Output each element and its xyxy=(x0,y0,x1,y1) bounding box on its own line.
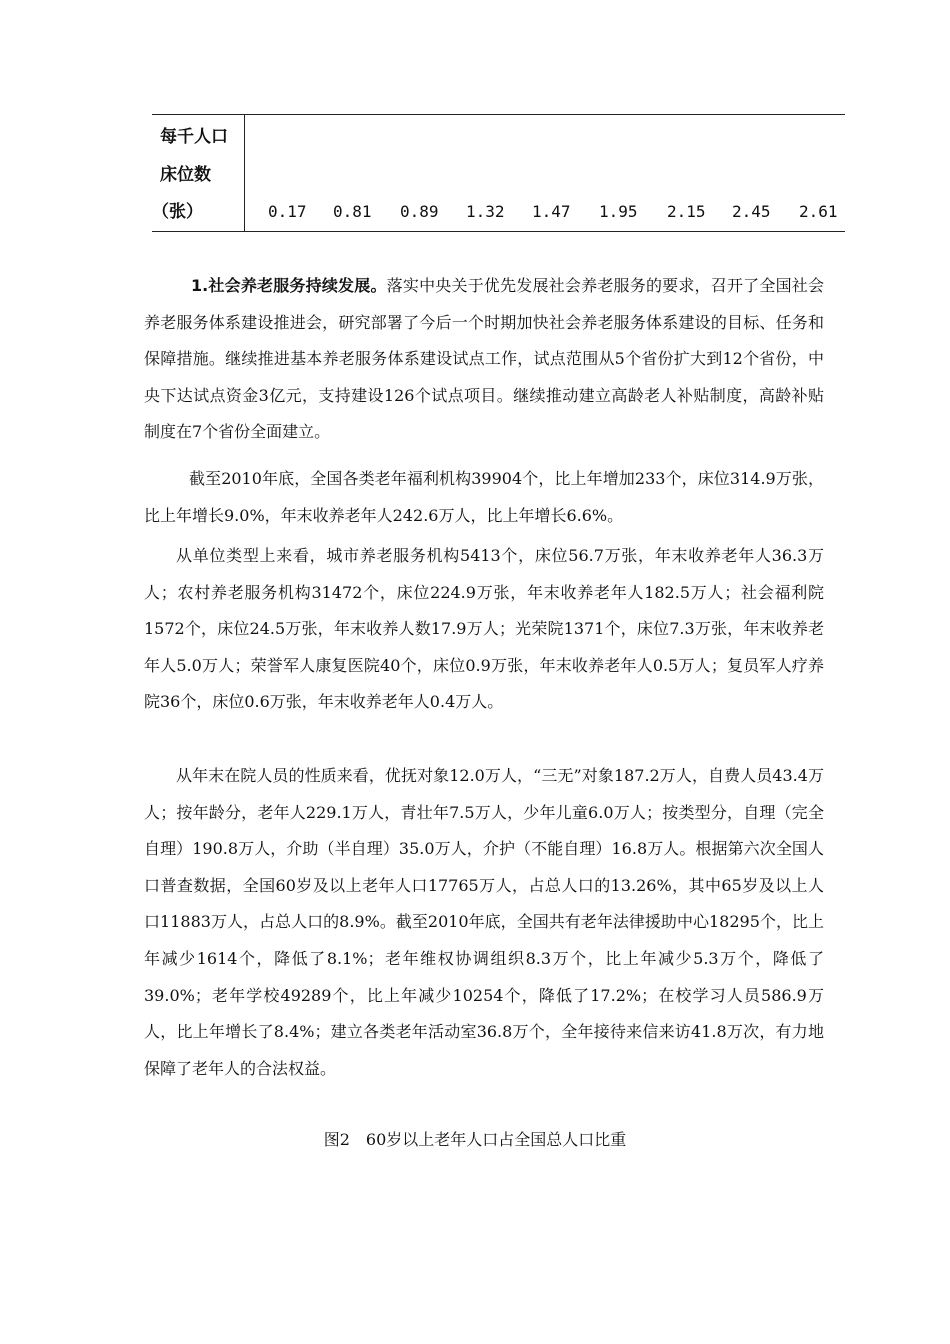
table-cell: 2.15 xyxy=(667,202,706,221)
row-header-line: 床位数 xyxy=(160,165,211,185)
paragraph-social-elderly-services xyxy=(144,268,824,451)
table-cell: 1.47 xyxy=(532,202,571,221)
paragraph-unit-types: 从单位类型上来看，城市养老服务机构5413个，床位56.7万张，年末收养老年人36.3万人；农村养老服务机构31472个，床位224.9万张，年末收养老年人182.5万人；社会福利院1572个，床位24.5万张，年末收养人数17.9万人；光荣院1371个，床位7.3万张，年末收养老年人5.0万人；荣誉军人康复医院40个，床位0.9万张，年末收养老年人0.5万人；复员军人疗养院36个，床位0.6万张，年末收养老年人0.4万人。 xyxy=(144,546,824,712)
table-cell: 0.89 xyxy=(400,202,439,221)
figure-caption: 图2 60岁以上老年人口占全国总人口比重 xyxy=(323,1130,627,1149)
paragraph-body: 落实中央关于优先发展社会养老服务的要求，召开了全国社会养老服务体系建设推进会，研究部署了今后一个时期加快社会养老服务体系建设的目标、任务和保障措施。继续推进基本养老服务体系建设试点工作，试点范围从5个省份扩大到12个省份，中央下达试点资金3亿元，支持建设126个试点项目。继续推动建立高龄老人补贴制度，高龄补贴制度在7个省份全面建立。 xyxy=(144,276,824,442)
table-cell: 2.45 xyxy=(732,202,771,221)
table-cell: 1.32 xyxy=(466,202,505,221)
paragraph-welfare-institutions: 截至2010年底，全国各类老年福利机构39904个，比上年增加233个，床位314.9万张，比上年增长9.0%，年末收养老年人242.6万人，比上年增长6.6%。 xyxy=(144,469,824,525)
section-heading: 1.社会养老服务持续发展。 xyxy=(191,276,387,295)
row-header-line: 每千人口 xyxy=(160,127,228,147)
beds-per-thousand-table xyxy=(152,114,845,232)
row-header-line: （张） xyxy=(152,202,203,222)
paragraph-resident-composition: 从年末在院人员的性质来看，优抚对象12.0万人，“三无”对象187.2万人，自费人员43.4万人；按年龄分，老年人229.1万人，青壮年7.5万人，少年儿童6.0万人；按类型分，自理（完全自理）190.8万人，介助（半自理）35.0万人，介护（不能自理）16.8万人。根据第六次全国人口普查数据，全国60岁及以上老年人口17765万人，占总人口的13.26%，其中65岁及以上人口11883万人，占总人口的8.9%。截至2010年底，全国共有老年法律援助中心18295个，比上年减少1614个，降低了8.1%；老年维权协调组织8.3万个，比上年减少5.3万个，降低了39.0%；老年学校49289个，比上年减少10254个，降低了17.2%；在校学习人员586.9万人，比上年增长了8.4%；建立各类老年活动室36.8万个，全年接待来信来访41.8万次，有力地保障了老年人的合法权益。 xyxy=(144,766,824,1078)
table-row-header xyxy=(152,115,245,231)
table-cell: 0.81 xyxy=(333,202,372,221)
table-cell: 2.61 xyxy=(799,202,838,221)
table-cell: 0.17 xyxy=(268,202,307,221)
table-cell: 1.95 xyxy=(599,202,638,221)
